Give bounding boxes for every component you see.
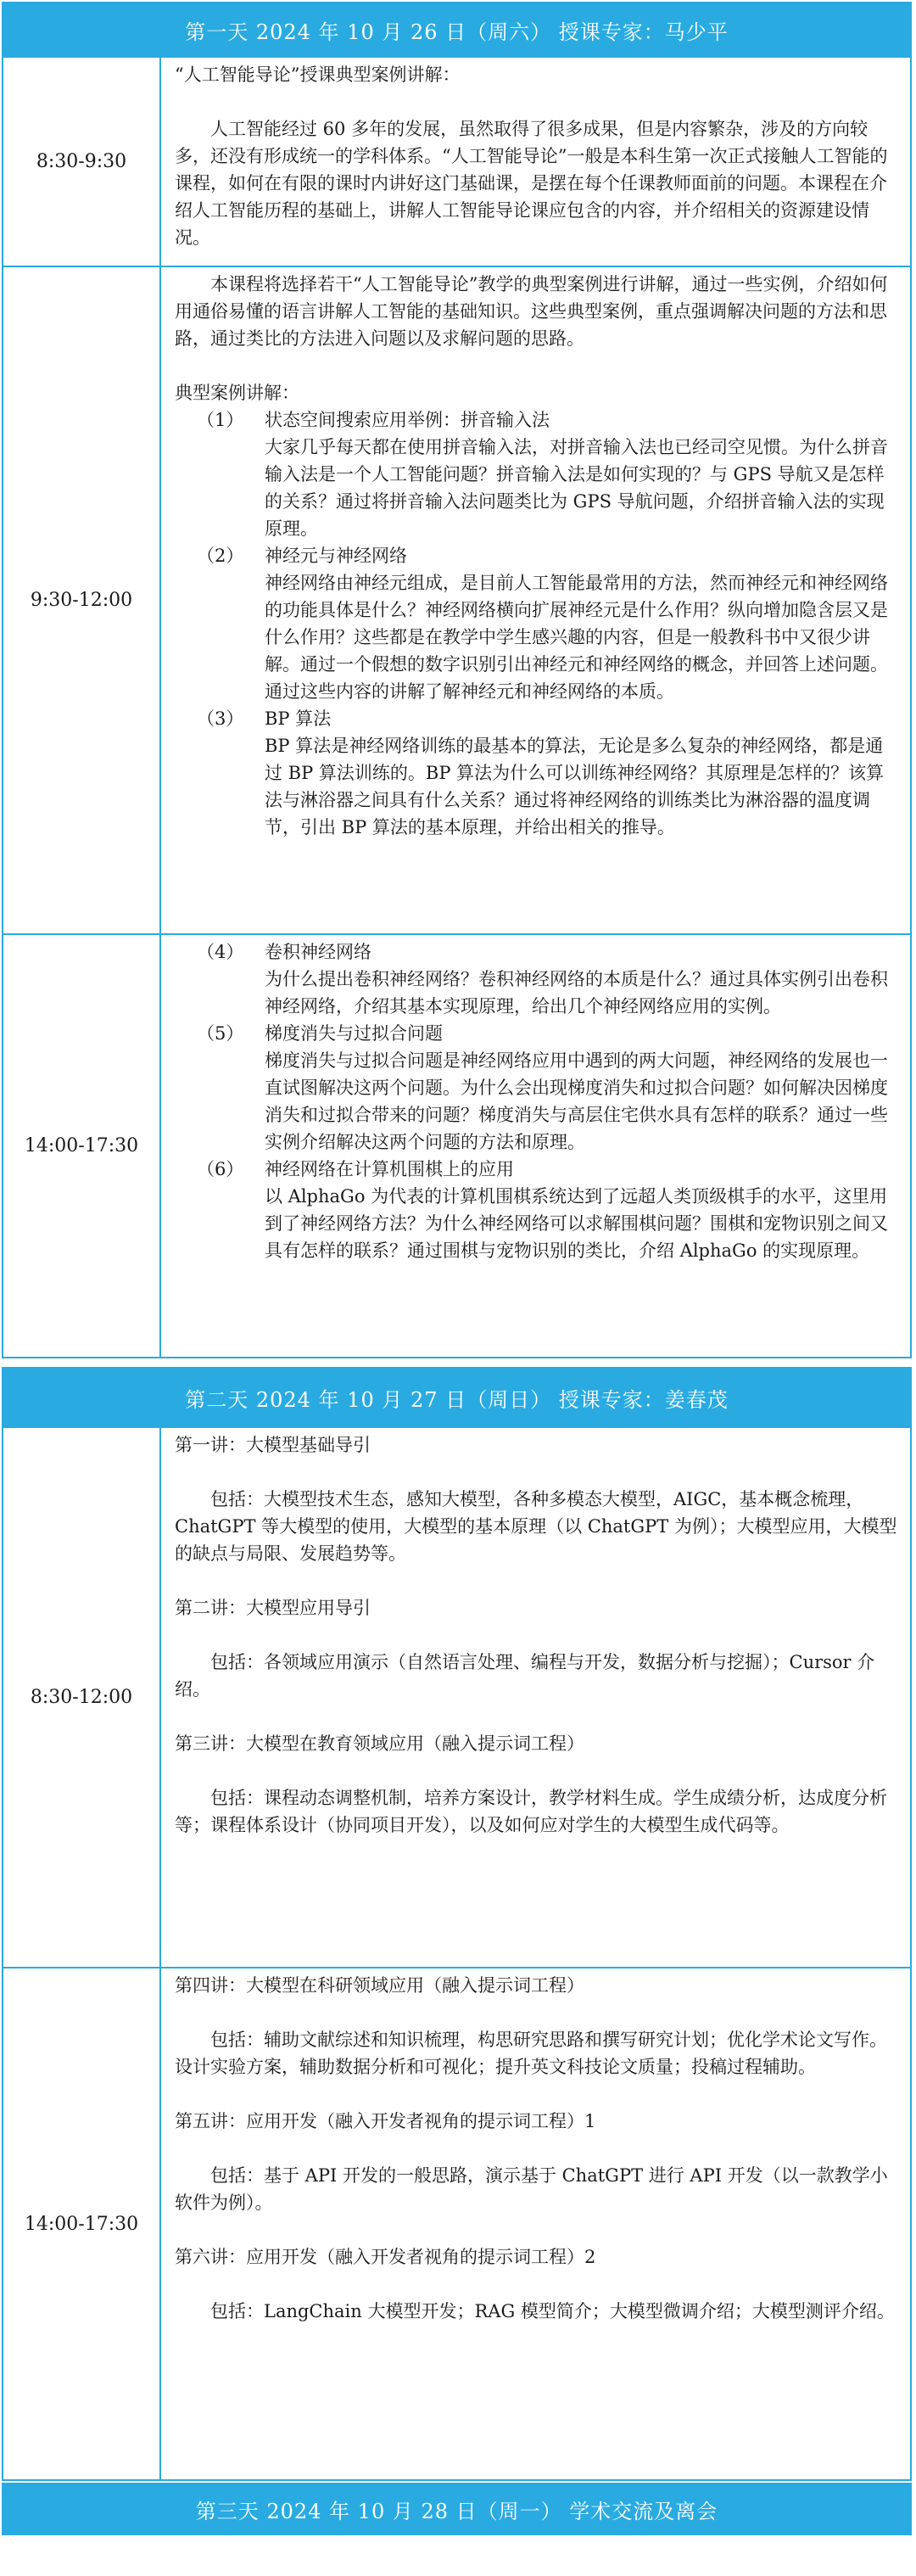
lecture-title: 第六讲：应用开发（融入开发者视角的提示词工程）2 [175, 2247, 596, 2267]
case-description: 梯度消失与过拟合问题是神经网络应用中遇到的两大问题，神经网络的发展也一直试图解决这两个问题。为什么会出现梯度消失和过拟合问题？如何解决因梯度消失和过拟合带来的问题？梯度消失与高层住宅供水具有怎样的联系？通过一些实例介绍解决这两个问题的方法和原理。 [265, 1050, 888, 1152]
day1-slot-2 [3, 933, 910, 1357]
lecture-description: 包括：辅助文献综述和知识梳理，构思研究思路和撰写研究计划；优化学术论文写作。设计实验方案，辅助数据分析和可视化；提升英文科技论文质量；投稿过程辅助。 [175, 2030, 887, 2077]
slot-content [161, 58, 910, 266]
slot-time: 9:30-12:00 [3, 267, 161, 933]
case-item [175, 705, 898, 841]
case-item [175, 1020, 898, 1156]
case-title: 神经元与神经网络 [265, 546, 407, 566]
lecture-description: 包括：课程动态调整机制，培养方案设计，教学材料生成。学生成绩分析，达成度分析等；课程体系设计（协同项目开发），以及如何应对学生的大模型生成代码等。 [175, 1788, 887, 1835]
slot-content [161, 1428, 910, 1967]
slot-time: 14:00-17:30 [3, 935, 161, 1357]
slot-time: 8:30-12:00 [3, 1428, 161, 1967]
day2-schedule-table [2, 1367, 912, 2481]
day1-schedule-table [2, 2, 912, 1358]
case-number: （5） [197, 1023, 244, 1044]
day2-header: 第二天 2024 年 10 月 27 日（周日） 授课专家：姜春茂 [3, 1369, 910, 1426]
case-number: （3） [197, 708, 244, 729]
lecture-description: 包括：大模型技术生态，感知大模型，各种多模态大模型，AIGC，基本概念梳理，ChatGPT 等大模型的使用，大模型的基本原理（以 ChatGPT 为例）；大模型应用，大模型的缺点与局限、发展趋势等。 [175, 1489, 897, 1564]
case-title: 卷积神经网络 [265, 942, 371, 962]
case-title: 神经网络在计算机围棋上的应用 [265, 1159, 514, 1179]
slot-time: 14:00-17:30 [3, 1968, 161, 2479]
slot-content [161, 1968, 910, 2479]
case-item [175, 1156, 898, 1264]
case-title: 状态空间搜索应用举例：拼音输入法 [265, 410, 550, 430]
lecture-title: 第四讲：大模型在科研领域应用（融入提示词工程） [175, 1975, 584, 1996]
lecture-title: 第一讲：大模型基础导引 [175, 1435, 371, 1455]
lecture-description: 包括：各领域应用演示（自然语言处理、编程与开发，数据分析与挖掘）；Cursor 介绍。 [175, 1652, 875, 1700]
lecture-title: 第五讲：应用开发（融入开发者视角的提示词工程）1 [175, 2111, 596, 2131]
case-number: （6） [197, 1159, 244, 1179]
day3-header: 第三天 2024 年 10 月 28 日（周一） 学术交流及离会 [2, 2483, 912, 2535]
case-number: （1） [197, 410, 244, 430]
day2-slot-0 [3, 1426, 910, 1967]
lecture-description: 包括：LangChain 大模型开发；RAG 模型简介；大模型微调介绍；大模型测评介绍。 [210, 2301, 895, 2321]
case-list-title: 典型案例讲解： [175, 383, 299, 403]
case-description: 为什么提出卷积神经网络？卷积神经网络的本质是什么？通过具体实例引出卷积神经网络，介绍其基本实现原理，给出几个神经网络应用的实例。 [265, 969, 888, 1016]
case-title: 梯度消失与过拟合问题 [265, 1023, 443, 1044]
lecture-title: 第三讲：大模型在教育领域应用（融入提示词工程） [175, 1733, 584, 1754]
case-item [175, 938, 898, 1020]
case-description: 神经网络由神经元组成，是目前人工智能最常用的方法，然而神经元和神经网络的功能具体是什么？神经网络横向扩展神经元是什么作用？纵向增加隐含层又是什么作用？这些都是在教学中学生感兴趣的内容，但是一般教科书中又很少讲解。通过一个假想的数字识别引出神经元和神经网络的概念，并回答上述问题。通过这些内容的讲解了解神经元和神经网络的本质。 [265, 573, 888, 702]
day2-slot-1 [3, 1967, 910, 2479]
case-title: BP 算法 [265, 708, 332, 729]
slot-title: “人工智能导论”授课典型案例讲解： [175, 64, 461, 85]
slot-time: 8:30-9:30 [3, 58, 161, 266]
slot-content [161, 267, 910, 933]
lecture-description: 包括：基于 API 开发的一般思路，演示基于 ChatGPT 进行 API 开发（以一款教学小软件为例）。 [175, 2165, 888, 2213]
slot-paragraph: 人工智能经过 60 多年的发展，虽然取得了很多成果，但是内容繁杂，涉及的方向较多，还没有形成统一的学科体系。“人工智能导论”一般是本科生第一次正式接触人工智能的课程，如何在有限的课时内讲好这门基础课，是摆在每个任课教师面前的问题。本课程在介绍人工智能历程的基础上，讲解人工智能导论课应包含的内容，并介绍相关的资源建设情况。 [175, 119, 888, 248]
day1-header: 第一天 2024 年 10 月 26 日（周六） 授课专家：马少平 [3, 3, 910, 56]
lecture-title: 第二讲：大模型应用导引 [175, 1598, 371, 1618]
day1-slot-0 [3, 56, 910, 266]
case-description: BP 算法是神经网络训练的最基本的算法，无论是多么复杂的神经网络，都是通过 BP 算法训练的。BP 算法为什么可以训练神经网络？其原理是怎样的？该算法与淋浴器之间具有什么关系？通过将神经网络的训练类比为淋浴器的温度调节，引出 BP 算法的基本原理，并给出相关的推导。 [265, 736, 885, 837]
case-description: 大家几乎每天都在使用拼音输入法，对拼音输入法也已经司空见惯。为什么拼音输入法是一个人工智能问题？拼音输入法是如何实现的？与 GPS 导航又是怎样的关系？通过将拼音输入法问题类比为 GPS 导航问题，介绍拼音输入法的实现原理。 [265, 437, 888, 539]
slot-content [161, 935, 910, 1357]
case-description: 以 AlphaGo 为代表的计算机围棋系统达到了远超人类顶级棋手的水平，这里用到了神经网络方法？为什么神经网络可以求解围棋问题？围棋和宠物识别之间又具有怎样的联系？通过围棋与宠物识别的类比，介绍 AlphaGo 的实现原理。 [265, 1186, 888, 1261]
case-number: （4） [197, 942, 244, 962]
slot-intro: 本课程将选择若干“人工智能导论”教学的典型案例进行讲解，通过一些实例，介绍如何用通俗易懂的语言讲解人工智能的基础知识。这些典型案例，重点强调解决问题的方法和思路，通过类比的方法进入问题以及求解问题的思路。 [175, 274, 888, 349]
day1-slot-1 [3, 266, 910, 933]
case-number: （2） [197, 546, 244, 566]
case-item [175, 542, 898, 705]
case-item [175, 406, 898, 542]
